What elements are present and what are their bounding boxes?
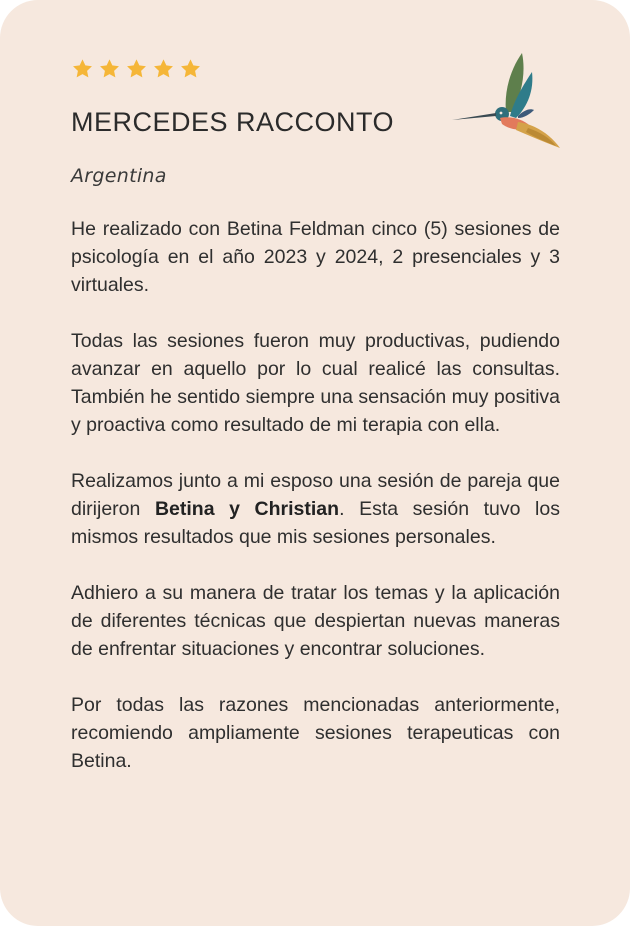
star-icon — [179, 58, 202, 80]
testimonial-paragraph: Adhiero a su manera de tratar los temas y la aplicación de diferentes técnicas que despiertan nuevas maneras de enfrentar situaciones y encontrar soluciones. — [71, 582, 560, 660]
reviewer-country: Argentina — [71, 165, 167, 187]
star-icon — [125, 58, 148, 80]
testimonial-paragraph: Por todas las razones mencionadas anteriormente, recomiendo ampliamente sesiones terapeuticas con Betina. — [71, 694, 560, 772]
star-icon — [71, 58, 94, 80]
testimonial-paragraph — [71, 467, 560, 551]
testimonial-paragraph: Todas las sesiones fueron muy productivas, pudiendo avanzar en aquello por lo cual realicé las consultas. También he sentido siempre una sensación muy positiva y proactiva como resultado de mi terapia con ella. — [71, 330, 560, 436]
star-icon — [152, 58, 175, 80]
testimonial-body — [71, 215, 560, 775]
therapist-names: Betina y Christian — [154, 498, 340, 520]
reviewer-name: MERCEDES RACCONTO — [71, 107, 395, 137]
star-rating — [71, 58, 202, 80]
paragraph-text: . Esta sesión tuvo los mismos resultados que mis sesiones personales. — [71, 498, 560, 548]
testimonial-paragraph: He realizado con Betina Feldman cinco (5) sesiones de psicología en el año 2023 y 2024, 2 presenciales y 3 virtuales. — [71, 218, 560, 296]
hummingbird-icon — [448, 50, 562, 150]
star-icon — [98, 58, 121, 80]
paragraph-text: Realizamos junto a mi esposo una sesión de pareja que dirijeron — [71, 470, 560, 520]
